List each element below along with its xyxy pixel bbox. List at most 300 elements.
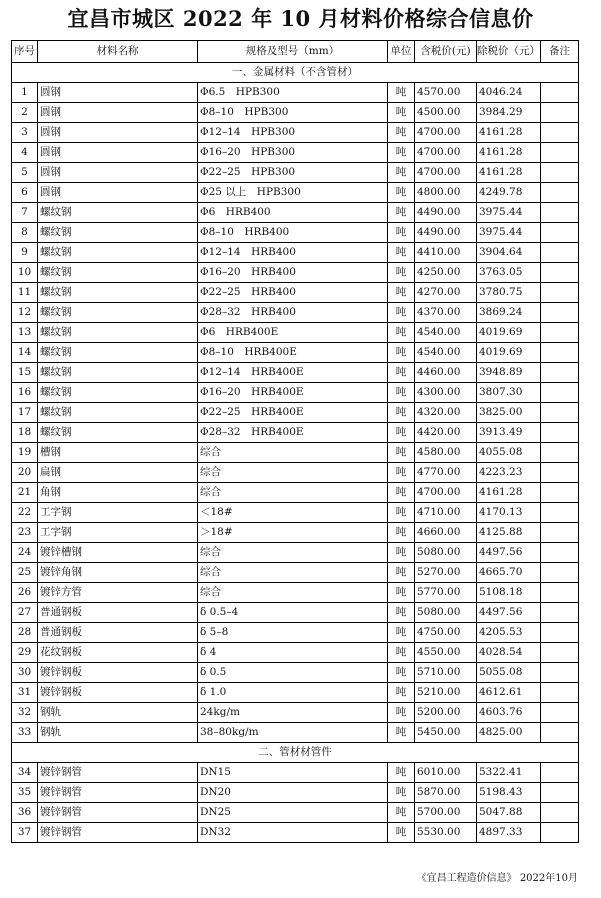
price-without-tax-cell: 5108.18 <box>477 583 541 603</box>
header-note: 备注 <box>541 41 579 63</box>
price-without-tax-cell: 4161.28 <box>477 163 541 183</box>
unit-cell: 吨 <box>388 163 415 183</box>
spec-model-cell: 38–80kg/m <box>198 723 388 743</box>
row-number-cell: 7 <box>12 203 38 223</box>
price-with-tax-cell: 4660.00 <box>415 523 477 543</box>
price-with-tax-cell: 5200.00 <box>415 703 477 723</box>
table-row <box>12 563 579 583</box>
price-without-tax-cell: 3825.00 <box>477 403 541 423</box>
header-name: 材料名称 <box>38 41 198 63</box>
material-name-cell: 螺纹钢 <box>38 363 198 383</box>
row-number-cell: 9 <box>12 243 38 263</box>
unit-cell: 吨 <box>388 283 415 303</box>
unit-cell: 吨 <box>388 583 415 603</box>
note-cell <box>541 403 579 423</box>
row-number-cell: 31 <box>12 683 38 703</box>
table-row <box>12 583 579 603</box>
price-without-tax-cell: 3780.75 <box>477 283 541 303</box>
note-cell <box>541 603 579 623</box>
material-name-cell: 镀锌钢板 <box>38 663 198 683</box>
spec-model-cell: Φ6 HRB400E <box>198 323 388 343</box>
material-name-cell: 钢轨 <box>38 703 198 723</box>
material-name-cell: 螺纹钢 <box>38 223 198 243</box>
table-row <box>12 423 579 443</box>
footer-source: 《宜昌工程造价信息》 2022年10月 <box>416 873 578 884</box>
table-row <box>12 683 579 703</box>
spec-model-cell: Φ16–20 HRB400E <box>198 383 388 403</box>
price-with-tax-cell: 5270.00 <box>415 563 477 583</box>
spec-model-cell: Φ25 以上 HPB300 <box>198 183 388 203</box>
spec-model-cell: δ 0.5–4 <box>198 603 388 623</box>
unit-cell: 吨 <box>388 83 415 103</box>
note-cell <box>541 723 579 743</box>
unit-cell: 吨 <box>388 183 415 203</box>
price-without-tax-cell: 4161.28 <box>477 123 541 143</box>
section-header-row <box>12 63 579 83</box>
unit-cell: 吨 <box>388 803 415 823</box>
price-without-tax-cell: 3807.30 <box>477 383 541 403</box>
unit-cell: 吨 <box>388 503 415 523</box>
unit-cell: 吨 <box>388 423 415 443</box>
table-body <box>12 63 579 843</box>
table-row <box>12 463 579 483</box>
spec-model-cell: 综合 <box>198 443 388 463</box>
price-with-tax-cell: 4490.00 <box>415 203 477 223</box>
table-row <box>12 343 579 363</box>
material-name-cell: 螺纹钢 <box>38 303 198 323</box>
material-name-cell: 镀锌角钢 <box>38 563 198 583</box>
spec-model-cell: Φ12–14 HRB400 <box>198 243 388 263</box>
unit-cell: 吨 <box>388 603 415 623</box>
note-cell <box>541 323 579 343</box>
note-cell <box>541 143 579 163</box>
unit-cell: 吨 <box>388 403 415 423</box>
row-number-cell: 18 <box>12 423 38 443</box>
table-row <box>12 783 579 803</box>
material-name-cell: 圆钢 <box>38 83 198 103</box>
table-row <box>12 643 579 663</box>
material-name-cell: 圆钢 <box>38 123 198 143</box>
note-cell <box>541 183 579 203</box>
spec-model-cell: δ 4 <box>198 643 388 663</box>
price-with-tax-cell: 5700.00 <box>415 803 477 823</box>
price-with-tax-cell: 4500.00 <box>415 103 477 123</box>
price-without-tax-cell: 4603.76 <box>477 703 541 723</box>
section-title: 二、管材材管件 <box>12 743 579 763</box>
price-with-tax-cell: 4580.00 <box>415 443 477 463</box>
material-name-cell: 螺纹钢 <box>38 323 198 343</box>
price-without-tax-cell: 4028.54 <box>477 643 541 663</box>
price-with-tax-cell: 4370.00 <box>415 303 477 323</box>
row-number-cell: 36 <box>12 803 38 823</box>
table-header-row <box>12 41 579 63</box>
price-without-tax-cell: 4665.70 <box>477 563 541 583</box>
table-row <box>12 143 579 163</box>
price-with-tax-cell: 4460.00 <box>415 363 477 383</box>
price-without-tax-cell: 3763.05 <box>477 263 541 283</box>
unit-cell: 吨 <box>388 523 415 543</box>
price-with-tax-cell: 6010.00 <box>415 763 477 783</box>
table-row <box>12 83 579 103</box>
price-without-tax-cell: 4019.69 <box>477 323 541 343</box>
row-number-cell: 4 <box>12 143 38 163</box>
unit-cell: 吨 <box>388 443 415 463</box>
price-without-tax-cell: 4497.56 <box>477 603 541 623</box>
price-with-tax-cell: 5080.00 <box>415 543 477 563</box>
material-name-cell: 普通钢板 <box>38 623 198 643</box>
row-number-cell: 11 <box>12 283 38 303</box>
spec-model-cell: 24kg/m <box>198 703 388 723</box>
material-name-cell: 螺纹钢 <box>38 423 198 443</box>
price-without-tax-cell: 4205.53 <box>477 623 541 643</box>
table-row <box>12 603 579 623</box>
material-name-cell: 镀锌钢管 <box>38 783 198 803</box>
table-row <box>12 363 579 383</box>
row-number-cell: 23 <box>12 523 38 543</box>
table-row <box>12 323 579 343</box>
note-cell <box>541 363 579 383</box>
material-name-cell: 圆钢 <box>38 163 198 183</box>
material-name-cell: 螺纹钢 <box>38 283 198 303</box>
price-without-tax-cell: 4497.56 <box>477 543 541 563</box>
note-cell <box>541 623 579 643</box>
spec-model-cell: Φ22–25 HRB400 <box>198 283 388 303</box>
price-with-tax-cell: 5450.00 <box>415 723 477 743</box>
spec-model-cell: δ 0.5 <box>198 663 388 683</box>
row-number-cell: 24 <box>12 543 38 563</box>
spec-model-cell: Φ8–10 HRB400 <box>198 223 388 243</box>
material-name-cell: 镀锌钢管 <box>38 803 198 823</box>
row-number-cell: 15 <box>12 363 38 383</box>
table-row <box>12 523 579 543</box>
row-number-cell: 27 <box>12 603 38 623</box>
unit-cell: 吨 <box>388 683 415 703</box>
price-with-tax-cell: 4410.00 <box>415 243 477 263</box>
table-row <box>12 183 579 203</box>
note-cell <box>541 163 579 183</box>
price-without-tax-cell: 3904.64 <box>477 243 541 263</box>
note-cell <box>541 643 579 663</box>
material-name-cell: 螺纹钢 <box>38 383 198 403</box>
unit-cell: 吨 <box>388 463 415 483</box>
unit-cell: 吨 <box>388 123 415 143</box>
table-row <box>12 223 579 243</box>
header-notax-price: 除税价（元） <box>477 41 541 63</box>
material-name-cell: 镀锌钢板 <box>38 683 198 703</box>
note-cell <box>541 463 579 483</box>
table-row <box>12 503 579 523</box>
table-row <box>12 123 579 143</box>
table-row <box>12 243 579 263</box>
table-row <box>12 663 579 683</box>
spec-model-cell: Φ28–32 HRB400 <box>198 303 388 323</box>
note-cell <box>541 483 579 503</box>
material-name-cell: 圆钢 <box>38 183 198 203</box>
row-number-cell: 19 <box>12 443 38 463</box>
price-with-tax-cell: 4800.00 <box>415 183 477 203</box>
spec-model-cell: DN25 <box>198 803 388 823</box>
price-without-tax-cell: 4897.33 <box>477 823 541 843</box>
header-no: 序号 <box>12 41 38 63</box>
row-number-cell: 17 <box>12 403 38 423</box>
table-row <box>12 283 579 303</box>
price-with-tax-cell: 5210.00 <box>415 683 477 703</box>
row-number-cell: 34 <box>12 763 38 783</box>
unit-cell: 吨 <box>388 263 415 283</box>
unit-cell: 吨 <box>388 723 415 743</box>
spec-model-cell: δ 5–8 <box>198 623 388 643</box>
note-cell <box>541 823 579 843</box>
note-cell <box>541 783 579 803</box>
price-with-tax-cell: 5080.00 <box>415 603 477 623</box>
material-name-cell: 螺纹钢 <box>38 243 198 263</box>
note-cell <box>541 683 579 703</box>
price-without-tax-cell: 4019.69 <box>477 343 541 363</box>
unit-cell: 吨 <box>388 703 415 723</box>
spec-model-cell: 综合 <box>198 483 388 503</box>
price-with-tax-cell: 4320.00 <box>415 403 477 423</box>
material-name-cell: 镀锌槽钢 <box>38 543 198 563</box>
note-cell <box>541 83 579 103</box>
row-number-cell: 12 <box>12 303 38 323</box>
note-cell <box>541 303 579 323</box>
price-without-tax-cell: 4161.28 <box>477 483 541 503</box>
price-with-tax-cell: 4700.00 <box>415 143 477 163</box>
table-row <box>12 803 579 823</box>
material-name-cell: 螺纹钢 <box>38 203 198 223</box>
table-row <box>12 623 579 643</box>
note-cell <box>541 803 579 823</box>
unit-cell: 吨 <box>388 303 415 323</box>
price-with-tax-cell: 4250.00 <box>415 263 477 283</box>
header-spec: 规格及型号（mm） <box>198 41 388 63</box>
unit-cell: 吨 <box>388 223 415 243</box>
spec-model-cell: Φ22–25 HPB300 <box>198 163 388 183</box>
material-name-cell: 螺纹钢 <box>38 263 198 283</box>
note-cell <box>541 343 579 363</box>
spec-model-cell: 综合 <box>198 543 388 563</box>
section-header-row <box>12 743 579 763</box>
spec-model-cell: 综合 <box>198 463 388 483</box>
table-row <box>12 703 579 723</box>
note-cell <box>541 263 579 283</box>
price-with-tax-cell: 5770.00 <box>415 583 477 603</box>
price-with-tax-cell: 4270.00 <box>415 283 477 303</box>
spec-model-cell: Φ6.5 HPB300 <box>198 83 388 103</box>
price-without-tax-cell: 4161.28 <box>477 143 541 163</box>
row-number-cell: 32 <box>12 703 38 723</box>
note-cell <box>541 523 579 543</box>
material-name-cell: 螺纹钢 <box>38 403 198 423</box>
unit-cell: 吨 <box>388 483 415 503</box>
price-without-tax-cell: 3913.49 <box>477 423 541 443</box>
unit-cell: 吨 <box>388 343 415 363</box>
price-with-tax-cell: 4420.00 <box>415 423 477 443</box>
price-without-tax-cell: 5198.43 <box>477 783 541 803</box>
price-without-tax-cell: 5322.41 <box>477 763 541 783</box>
price-with-tax-cell: 4300.00 <box>415 383 477 403</box>
note-cell <box>541 763 579 783</box>
table-row <box>12 163 579 183</box>
price-without-tax-cell: 3975.44 <box>477 223 541 243</box>
material-name-cell: 角钢 <box>38 483 198 503</box>
price-without-tax-cell: 4046.24 <box>477 83 541 103</box>
unit-cell: 吨 <box>388 783 415 803</box>
spec-model-cell: DN20 <box>198 783 388 803</box>
price-without-tax-cell: 5047.88 <box>477 803 541 823</box>
table-row <box>12 443 579 463</box>
material-name-cell: 普通钢板 <box>38 603 198 623</box>
row-number-cell: 22 <box>12 503 38 523</box>
unit-cell: 吨 <box>388 243 415 263</box>
unit-cell: 吨 <box>388 543 415 563</box>
note-cell <box>541 703 579 723</box>
note-cell <box>541 583 579 603</box>
table-row <box>12 383 579 403</box>
material-name-cell: 镀锌钢管 <box>38 763 198 783</box>
price-with-tax-cell: 5710.00 <box>415 663 477 683</box>
row-number-cell: 21 <box>12 483 38 503</box>
price-with-tax-cell: 5530.00 <box>415 823 477 843</box>
price-without-tax-cell: 4055.08 <box>477 443 541 463</box>
material-name-cell: 花纹钢板 <box>38 643 198 663</box>
material-name-cell: 钢轨 <box>38 723 198 743</box>
row-number-cell: 8 <box>12 223 38 243</box>
table-row <box>12 483 579 503</box>
row-number-cell: 25 <box>12 563 38 583</box>
price-with-tax-cell: 4540.00 <box>415 323 477 343</box>
price-with-tax-cell: 5870.00 <box>415 783 477 803</box>
material-name-cell: 槽钢 <box>38 443 198 463</box>
price-without-tax-cell: 4223.23 <box>477 463 541 483</box>
spec-model-cell: ＞18# <box>198 523 388 543</box>
spec-model-cell: DN32 <box>198 823 388 843</box>
price-with-tax-cell: 4540.00 <box>415 343 477 363</box>
price-without-tax-cell: 4170.13 <box>477 503 541 523</box>
note-cell <box>541 123 579 143</box>
row-number-cell: 29 <box>12 643 38 663</box>
price-without-tax-cell: 3869.24 <box>477 303 541 323</box>
price-without-tax-cell: 3984.29 <box>477 103 541 123</box>
spec-model-cell: δ 1.0 <box>198 683 388 703</box>
table-row <box>12 723 579 743</box>
note-cell <box>541 443 579 463</box>
table-row <box>12 303 579 323</box>
unit-cell: 吨 <box>388 623 415 643</box>
price-without-tax-cell: 3975.44 <box>477 203 541 223</box>
note-cell <box>541 243 579 263</box>
price-with-tax-cell: 4750.00 <box>415 623 477 643</box>
header-tax-price: 含税价(元) <box>415 41 477 63</box>
row-number-cell: 10 <box>12 263 38 283</box>
table-row <box>12 763 579 783</box>
table-row <box>12 403 579 423</box>
note-cell <box>541 663 579 683</box>
section-title: 一、金属材料（不含管材） <box>12 63 579 83</box>
row-number-cell: 5 <box>12 163 38 183</box>
note-cell <box>541 383 579 403</box>
price-with-tax-cell: 4550.00 <box>415 643 477 663</box>
table-row <box>12 543 579 563</box>
table-row <box>12 103 579 123</box>
note-cell <box>541 203 579 223</box>
spec-model-cell: Φ16–20 HRB400 <box>198 263 388 283</box>
row-number-cell: 2 <box>12 103 38 123</box>
price-with-tax-cell: 4700.00 <box>415 123 477 143</box>
material-name-cell: 镀锌钢管 <box>38 823 198 843</box>
unit-cell: 吨 <box>388 323 415 343</box>
row-number-cell: 33 <box>12 723 38 743</box>
material-name-cell: 扁钢 <box>38 463 198 483</box>
note-cell <box>541 503 579 523</box>
spec-model-cell: 综合 <box>198 563 388 583</box>
note-cell <box>541 423 579 443</box>
row-number-cell: 3 <box>12 123 38 143</box>
table-row <box>12 263 579 283</box>
price-table <box>11 40 579 843</box>
spec-model-cell: Φ28–32 HRB400E <box>198 423 388 443</box>
row-number-cell: 20 <box>12 463 38 483</box>
unit-cell: 吨 <box>388 823 415 843</box>
row-number-cell: 1 <box>12 83 38 103</box>
spec-model-cell: Φ6 HRB400 <box>198 203 388 223</box>
table-row <box>12 823 579 843</box>
row-number-cell: 16 <box>12 383 38 403</box>
material-name-cell: 工字钢 <box>38 503 198 523</box>
row-number-cell: 26 <box>12 583 38 603</box>
note-cell <box>541 223 579 243</box>
price-without-tax-cell: 4825.00 <box>477 723 541 743</box>
price-with-tax-cell: 4700.00 <box>415 163 477 183</box>
spec-model-cell: ＜18# <box>198 503 388 523</box>
price-with-tax-cell: 4710.00 <box>415 503 477 523</box>
unit-cell: 吨 <box>388 363 415 383</box>
unit-cell: 吨 <box>388 663 415 683</box>
unit-cell: 吨 <box>388 103 415 123</box>
spec-model-cell: 综合 <box>198 583 388 603</box>
material-name-cell: 螺纹钢 <box>38 343 198 363</box>
price-with-tax-cell: 4770.00 <box>415 463 477 483</box>
price-without-tax-cell: 4125.88 <box>477 523 541 543</box>
material-name-cell: 圆钢 <box>38 103 198 123</box>
spec-model-cell: Φ22–25 HRB400E <box>198 403 388 423</box>
price-without-tax-cell: 4612.61 <box>477 683 541 703</box>
unit-cell: 吨 <box>388 143 415 163</box>
spec-model-cell: DN15 <box>198 763 388 783</box>
spec-model-cell: Φ8–10 HPB300 <box>198 103 388 123</box>
spec-model-cell: Φ12–14 HPB300 <box>198 123 388 143</box>
row-number-cell: 14 <box>12 343 38 363</box>
price-without-tax-cell: 4249.78 <box>477 183 541 203</box>
row-number-cell: 37 <box>12 823 38 843</box>
price-without-tax-cell: 3948.89 <box>477 363 541 383</box>
spec-model-cell: Φ16–20 HPB300 <box>198 143 388 163</box>
table-row <box>12 203 579 223</box>
unit-cell: 吨 <box>388 643 415 663</box>
unit-cell: 吨 <box>388 763 415 783</box>
note-cell <box>541 543 579 563</box>
note-cell <box>541 283 579 303</box>
unit-cell: 吨 <box>388 203 415 223</box>
price-without-tax-cell: 5055.08 <box>477 663 541 683</box>
spec-model-cell: Φ12–14 HRB400E <box>198 363 388 383</box>
price-with-tax-cell: 4700.00 <box>415 483 477 503</box>
page-title: 宜昌市城区 2022 年 10 月材料价格综合信息价 <box>67 6 534 31</box>
material-name-cell: 工字钢 <box>38 523 198 543</box>
material-name-cell: 圆钢 <box>38 143 198 163</box>
note-cell <box>541 103 579 123</box>
unit-cell: 吨 <box>388 383 415 403</box>
